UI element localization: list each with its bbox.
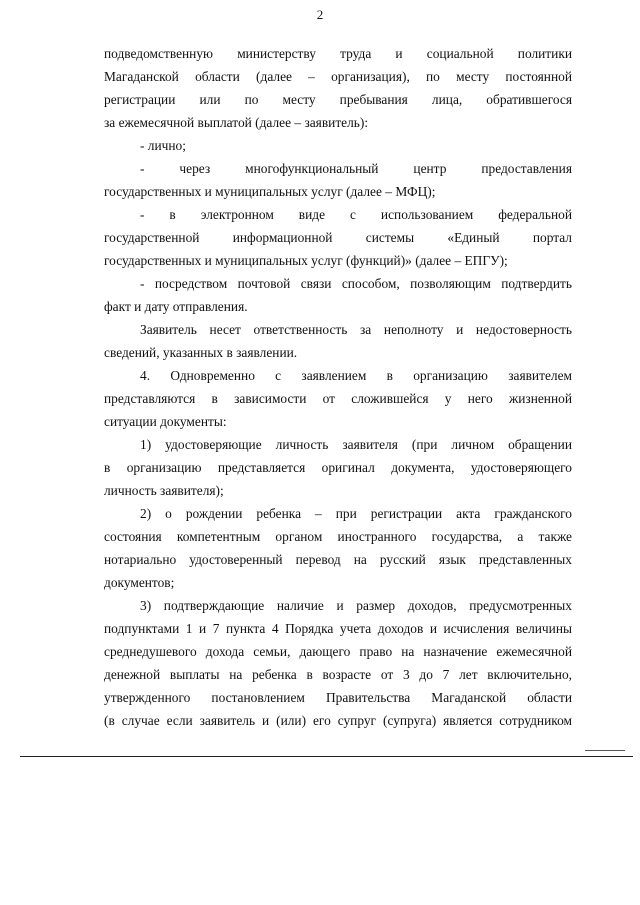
text-line: утвержденного постановлением Правительства Магаданской области <box>104 690 572 705</box>
text-line: среднедушевого дохода семьи, дающего право на назначение ежемесячной <box>104 644 572 659</box>
text-line: личность заявителя); <box>104 483 224 498</box>
text-line: подведомственную министерству труда и социальной политики <box>104 46 572 61</box>
text-line: подпунктами 1 и 7 пункта 4 Порядка учета доходов и исчисления величины <box>104 621 572 636</box>
text-line: ситуации документы: <box>104 414 227 429</box>
text-line: - посредством почтовой связи способом, позволяющим подтвердить <box>140 276 572 291</box>
text-line: 1) удостоверяющие личность заявителя (при личном обращении <box>140 437 572 452</box>
divider-short <box>585 750 625 751</box>
text-line: государственных и муниципальных услуг (функций)» (далее – ЕПГУ); <box>104 253 508 268</box>
text-line: государственной информационной системы «Единый портал <box>104 230 572 245</box>
text-line: (в случае если заявитель и (или) его супруг (супруга) является сотрудником <box>104 713 572 728</box>
text-line: 2) о рождении ребенка – при регистрации акта гражданского <box>140 506 572 521</box>
text-line: - в электронном виде с использованием федеральной <box>140 207 572 222</box>
text-line: сведений, указанных в заявлении. <box>104 345 298 360</box>
text-line: 4. Одновременно с заявлением в организацию заявителем <box>140 368 572 383</box>
text-line: Заявитель несет ответственность за неполноту и недостоверность <box>140 322 572 337</box>
text-line: нотариально удостоверенный перевод на русский язык представленных <box>104 552 572 567</box>
page-number: 2 <box>316 7 324 22</box>
text-line: документов; <box>104 575 175 590</box>
text-line: 3) подтверждающие наличие и размер доходов, предусмотренных <box>140 598 572 613</box>
text-line: - через многофункциональный центр предоставления <box>140 161 572 176</box>
text-line: представляются в зависимости от сложившейся у него жизненной <box>104 391 572 406</box>
text-line: - лично; <box>140 138 186 153</box>
text-line: Магаданской области (далее – организация), по месту постоянной <box>104 69 572 84</box>
text-line: факт и дату отправления. <box>104 299 248 314</box>
text-line: регистрации или по месту пребывания лица, обратившегося <box>104 92 572 107</box>
text-line: в организацию представляется оригинал документа, удостоверяющего <box>104 460 572 475</box>
text-line: состояния компетентным органом иностранного государства, а также <box>104 529 572 544</box>
text-line: денежной выплаты на ребенка в возрасте от 3 до 7 лет включительно, <box>104 667 572 682</box>
text-line: за ежемесячной выплатой (далее – заявитель): <box>104 115 369 130</box>
text-line: государственных и муниципальных услуг (далее – МФЦ); <box>104 184 436 199</box>
page-divider <box>20 756 633 757</box>
